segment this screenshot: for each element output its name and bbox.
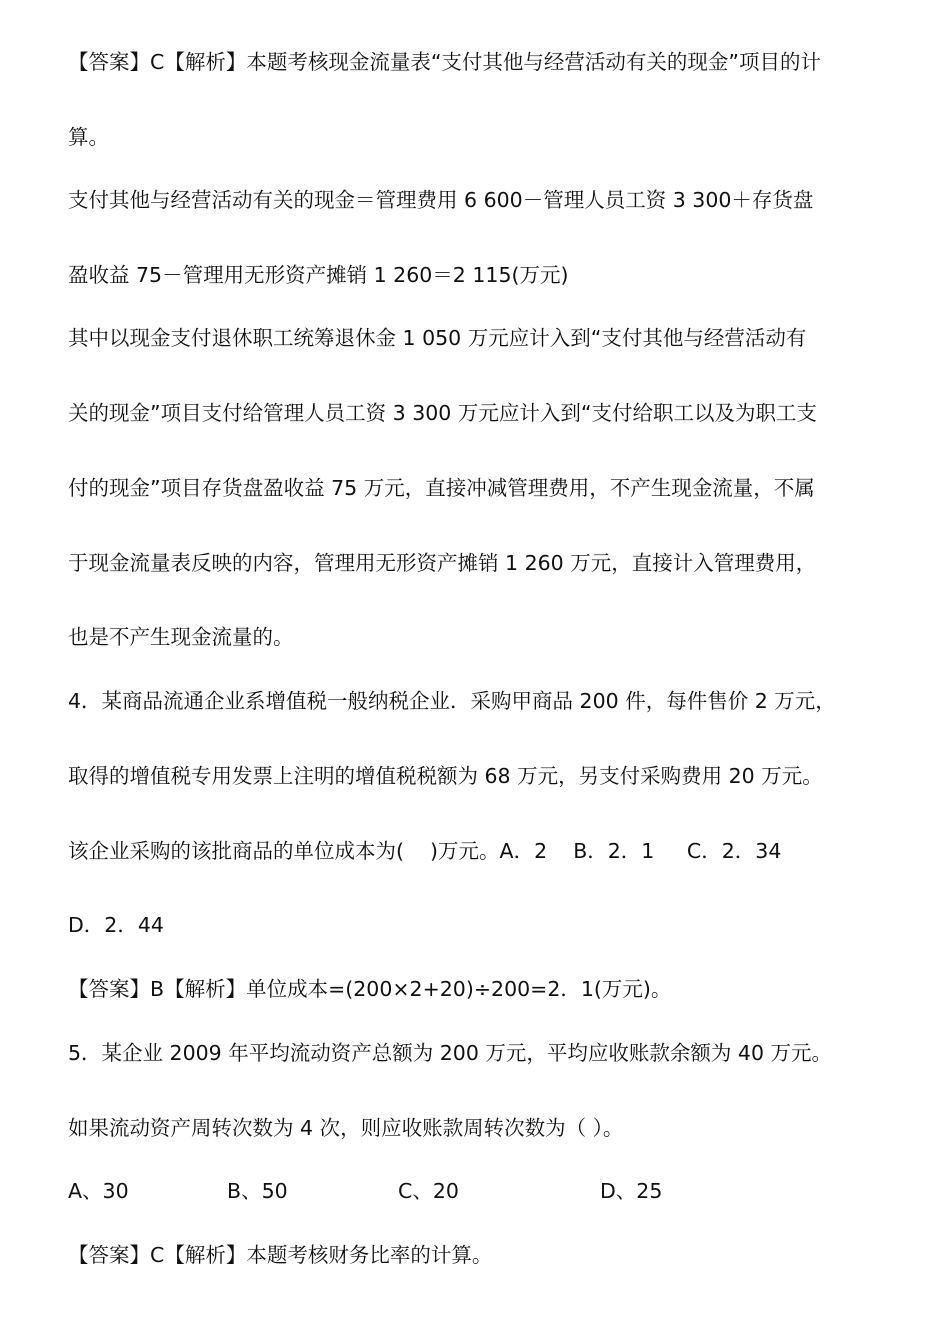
q5-option-d: D、25 bbox=[600, 1179, 663, 1203]
q5-option-b: B、50 bbox=[227, 1179, 288, 1203]
q5-answer: 【答案】C【解析】本题考核财务比率的计算。 bbox=[68, 1243, 493, 1267]
q3-answer-line-1: 【答案】C【解析】本题考核现金流量表“支付其他与经营活动有关的现金”项目的计 bbox=[68, 50, 822, 74]
q3-answer-line-2: 算。 bbox=[68, 125, 109, 149]
q3-calc-line-2: 盈收益 75－管理用无形资产摊销 1 260＝2 115(万元) bbox=[68, 263, 569, 287]
q5-options bbox=[0, 1178, 950, 1204]
q4-line-3: 该企业采购的该批商品的单位成本为( )万元。A．2 B．2．1 C．2．34 bbox=[68, 839, 782, 863]
q4-line-1: 4．某商品流通企业系增值税一般纳税企业．采购甲商品 200 件，每件售价 2 万元， bbox=[68, 689, 836, 713]
q3-note-line-3: 付的现金”项目存货盘盈收益 75 万元，直接冲减管理费用，不产生现金流量，不属 bbox=[68, 476, 815, 500]
q3-note-line-1: 其中以现金支付退休职工统筹退休金 1 050 万元应计入到“支付其他与经营活动有 bbox=[68, 326, 807, 350]
q5-option-c: C、20 bbox=[398, 1179, 459, 1203]
q3-note-line-4: 于现金流量表反映的内容，管理用无形资产摊销 1 260 万元，直接计入管理费用， bbox=[68, 551, 817, 575]
q4-line-4: D．2．44 bbox=[68, 913, 164, 937]
q3-calc-line-1: 支付其他与经营活动有关的现金＝管理费用 6 600－管理人员工资 3 300＋存货盘 bbox=[68, 188, 814, 212]
q5-line-2: 如果流动资产周转次数为 4 次，则应收账款周转次数为（ ）。 bbox=[68, 1116, 624, 1140]
q4-answer: 【答案】B【解析】单位成本=(200×2+20)÷200=2．1(万元)。 bbox=[68, 977, 672, 1001]
q5-option-a: A、30 bbox=[68, 1179, 129, 1203]
q3-note-line-5: 也是不产生现金流量的。 bbox=[68, 625, 294, 649]
q3-note-line-2: 关的现金”项目支付给管理人员工资 3 300 万元应计入到“支付给职工以及为职工支 bbox=[68, 401, 817, 425]
q4-line-2: 取得的增值税专用发票上注明的增值税税额为 68 万元，另支付采购费用 20 万元。 bbox=[68, 764, 823, 788]
q5-line-1: 5．某企业 2009 年平均流动资产总额为 200 万元，平均应收账款余额为 40 万元。 bbox=[68, 1041, 833, 1065]
